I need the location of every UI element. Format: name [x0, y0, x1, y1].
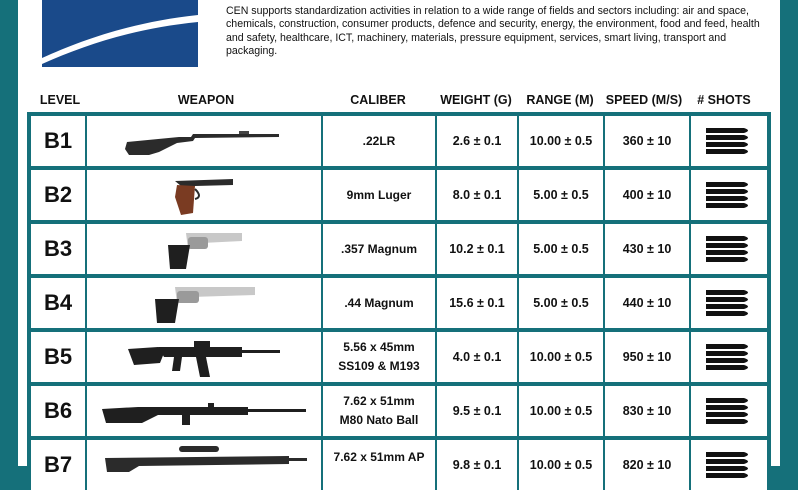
- table-row: [31, 332, 767, 382]
- range-cell: 10.00 ± 0.5: [519, 116, 603, 166]
- table-row: [31, 278, 767, 328]
- header-range: RANGE (M): [526, 93, 594, 107]
- cen-logo: [42, 0, 198, 67]
- level-cell: B6: [31, 386, 85, 436]
- speed-cell: 440 ± 10: [605, 278, 689, 328]
- header-shots: # SHOTS: [697, 93, 751, 107]
- table-row: [31, 224, 767, 274]
- luger-pistol-icon: [87, 170, 321, 220]
- weight-cell: 2.6 ± 0.1: [437, 116, 517, 166]
- shots-icon: [691, 224, 767, 274]
- caliber-cell: 5.56 x 45mm SS109 & M193: [323, 332, 435, 382]
- intro-text: CEN supports standardization activities in relation to a wide range of fields and sectors including: air and space, chemicals, construction, consumer products, defence and security, energy, the environment, food and feed, health and safety, healthcare, ICT, machinery, materials, pressure equipment, services, smart living, transport and packaging.: [226, 5, 760, 57]
- speed-cell: 400 ± 10: [605, 170, 689, 220]
- ballistic-table: [27, 112, 771, 477]
- rifle-22lr-icon: [87, 116, 321, 166]
- shots-icon: [691, 278, 767, 328]
- weight-cell: 15.6 ± 0.1: [437, 278, 517, 328]
- shots-icon: [691, 440, 767, 490]
- range-cell: 10.00 ± 0.5: [519, 332, 603, 382]
- caliber-cell: .44 Magnum: [323, 278, 435, 328]
- header-speed: SPEED (M/S): [605, 93, 683, 107]
- weight-cell: 9.8 ± 0.1: [437, 440, 517, 490]
- header-weight: WEIGHT (G): [440, 93, 512, 107]
- caliber-cell: 7.62 x 51mm AP: [323, 440, 435, 490]
- table-row: [31, 116, 767, 166]
- header-weapon: WEAPON: [177, 93, 235, 107]
- range-cell: 10.00 ± 0.5: [519, 440, 603, 490]
- weight-cell: 8.0 ± 0.1: [437, 170, 517, 220]
- speed-cell: 430 ± 10: [605, 224, 689, 274]
- weight-cell: 10.2 ± 0.1: [437, 224, 517, 274]
- shots-icon: [691, 116, 767, 166]
- header-caliber: CALIBER: [350, 93, 406, 107]
- level-cell: B4: [31, 278, 85, 328]
- speed-cell: 360 ± 10: [605, 116, 689, 166]
- revolver-44-icon: [87, 278, 321, 328]
- shots-icon: [691, 170, 767, 220]
- weight-cell: 4.0 ± 0.1: [437, 332, 517, 382]
- revolver-357-icon: [87, 224, 321, 274]
- level-cell: B2: [31, 170, 85, 220]
- range-cell: 10.00 ± 0.5: [519, 386, 603, 436]
- range-cell: 5.00 ± 0.5: [519, 278, 603, 328]
- shots-icon: [691, 386, 767, 436]
- speed-cell: 830 ± 10: [605, 386, 689, 436]
- level-cell: B3: [31, 224, 85, 274]
- caliber-cell: .22LR: [323, 116, 435, 166]
- shots-icon: [691, 332, 767, 382]
- speed-cell: 950 ± 10: [605, 332, 689, 382]
- range-cell: 5.00 ± 0.5: [519, 224, 603, 274]
- caliber-cell: 7.62 x 51mm M80 Nato Ball: [323, 386, 435, 436]
- table-row: [31, 170, 767, 220]
- m14-rifle-icon: [87, 386, 321, 436]
- speed-cell: 820 ± 10: [605, 440, 689, 490]
- level-cell: B1: [31, 116, 85, 166]
- table-row: [31, 386, 767, 436]
- header-level: LEVEL: [39, 93, 81, 107]
- caliber-cell: 9mm Luger: [323, 170, 435, 220]
- m16-rifle-icon: [87, 332, 321, 382]
- sniper-rifle-icon: [87, 440, 321, 490]
- level-cell: B7: [31, 440, 85, 490]
- caliber-cell: .357 Magnum: [323, 224, 435, 274]
- range-cell: 5.00 ± 0.5: [519, 170, 603, 220]
- table-row: [31, 440, 767, 490]
- weight-cell: 9.5 ± 0.1: [437, 386, 517, 436]
- level-cell: B5: [31, 332, 85, 382]
